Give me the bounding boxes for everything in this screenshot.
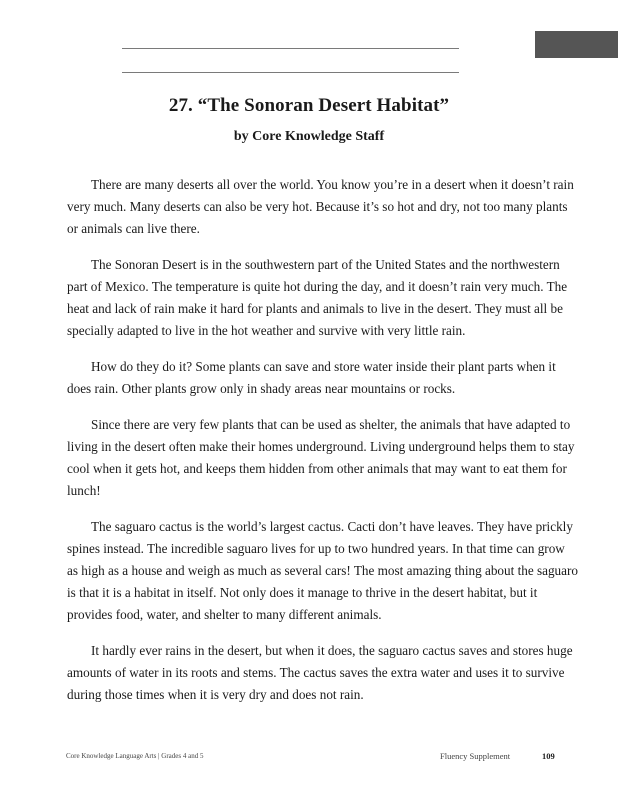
page-number: 109 [542,751,555,761]
name-line [122,48,459,49]
footer-section-label: Fluency Supplement [440,751,511,761]
byline: by Core Knowledge Staff [233,129,385,144]
story-body [67,174,579,720]
paragraph-5: The saguaro cactus is the world’s largest cactus. Cacti don’t have leaves. They have prickly spines instead. The incredible saguaro lives for up to two hundred years. In that time can grow as high as a house and weigh as much as several cars! The most amazing thing about the saguaro is that it is a habitat in itself. Not only does it manage to thrive in the desert habitat, but it provides food, water, and shelter to many different animals. [67,519,578,622]
footer-course-label: Core Knowledge Language Arts | Grades 4 and 5 [66,752,204,760]
paragraph-1: There are many deserts all over the world. You know you’re in a desert when it doesn’t rain very much. Many deserts can also be very hot. Because it’s so hot and dry, not too many plants or animals can live there. [67,177,574,236]
page-title: 27. “The Sonoran Desert Habitat” [168,95,450,116]
paragraph-4: Since there are very few plants that can be used as shelter, the animals that have adapted to living in the desert often make their homes underground. Living underground helps them to stay cool when it gets hot, and keeps them hidden from other animals that may want to eat them for lunch! [67,417,575,498]
date-line [122,72,459,73]
paragraph-2: The Sonoran Desert is in the southwestern part of the United States and the northwestern part of Mexico. The temperature is quite hot during the day, and it doesn’t rain very much. The heat and lack of rain make it hard for plants and animals to live in the desert. They must all be specially adapted to live in the hot weather and survive with very little rain. [67,257,568,338]
paragraph-3: How do they do it? Some plants can save and store water inside their plant parts when it does rain. Other plants grow only in shady areas near mountains or rocks. [67,359,556,396]
corner-tab [535,31,618,58]
paragraph-6: It hardly ever rains in the desert, but when it does, the saguaro cactus saves and stores huge amounts of water in its roots and stems. The cactus saves the extra water and uses it to survive during those times when it is very dry and does not rain. [67,643,573,702]
